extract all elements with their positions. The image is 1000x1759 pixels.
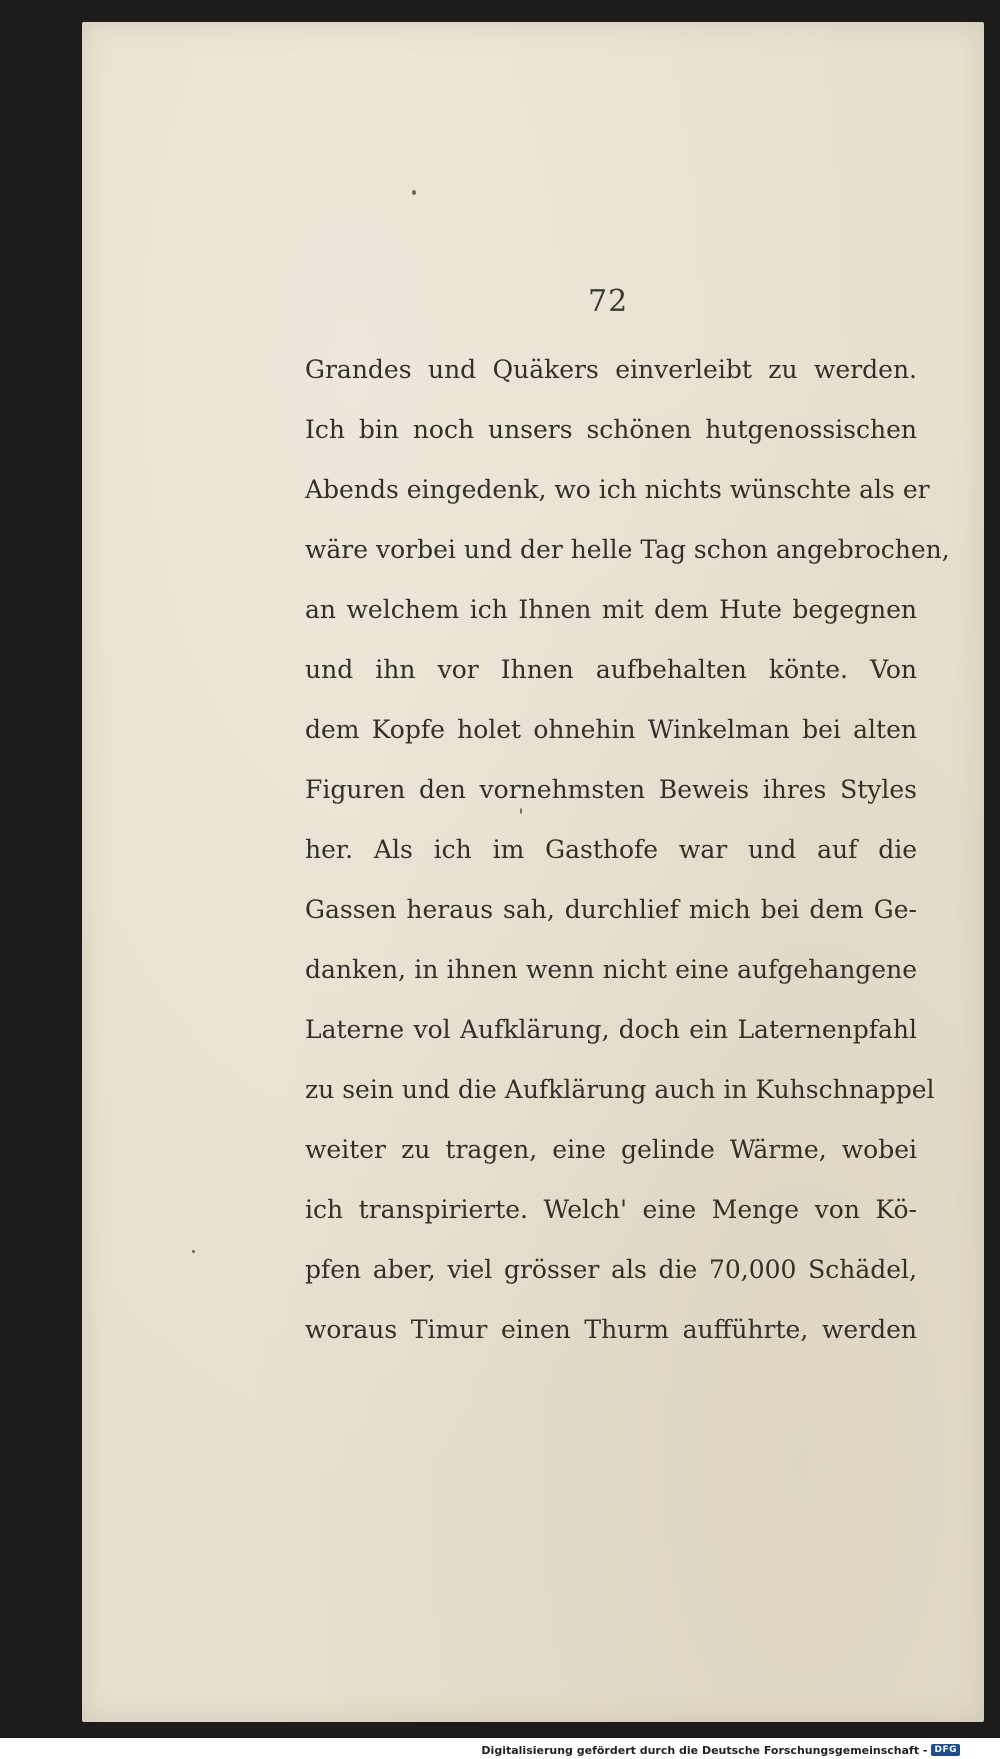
text-line: Ich bin noch unsers schönen hutgenossischen xyxy=(305,415,917,444)
credit-text: Digitalisierung gefördert durch die Deutsche Forschungsgemeinschaft - xyxy=(481,1743,928,1757)
text-line: woraus Timur einen Thurm aufführte, werden xyxy=(305,1315,917,1344)
text-line: Abends eingedenk, wo ich nichts wünschte als er xyxy=(305,475,930,504)
body-text xyxy=(305,340,950,1360)
paper-speck xyxy=(412,190,416,195)
page-number: 72 xyxy=(588,284,629,319)
text-line: Figuren den vornehmsten Beweis ihres Styles xyxy=(305,775,917,804)
text-line: Gassen heraus sah, durchlief mich bei dem Ge- xyxy=(305,895,917,924)
text-line: Laterne vol Aufklärung, doch ein Laternenpfahl xyxy=(305,1015,917,1044)
text-line: weiter zu tragen, eine gelinde Wärme, wobei xyxy=(305,1135,917,1164)
digitization-credit xyxy=(481,1741,960,1759)
text-line: an welchem ich Ihnen mit dem Hute begegnen xyxy=(305,595,917,624)
dfg-logo: DFG xyxy=(931,1744,960,1756)
text-line: dem Kopfe holet ohnehin Winkelman bei alten xyxy=(305,715,917,744)
text-line: ich transpirierte. Welch' eine Menge von Kö- xyxy=(305,1195,917,1224)
text-line: pfen aber, viel grösser als die 70,000 Schädel, xyxy=(305,1255,917,1284)
text-line: und ihn vor Ihnen aufbehalten könte. Von xyxy=(305,655,917,684)
paper-speck xyxy=(192,1250,195,1253)
text-line: Grandes und Quäkers einverleibt zu werden. xyxy=(305,355,917,384)
text-line: zu sein und die Aufklärung auch in Kuhschnappel xyxy=(305,1075,935,1104)
text-line: her. Als ich im Gasthofe war und auf die xyxy=(305,835,917,864)
text-line: danken, in ihnen wenn nicht eine aufgehangene xyxy=(305,955,917,984)
text-line: wäre vorbei und der helle Tag schon angebrochen, xyxy=(305,535,950,564)
